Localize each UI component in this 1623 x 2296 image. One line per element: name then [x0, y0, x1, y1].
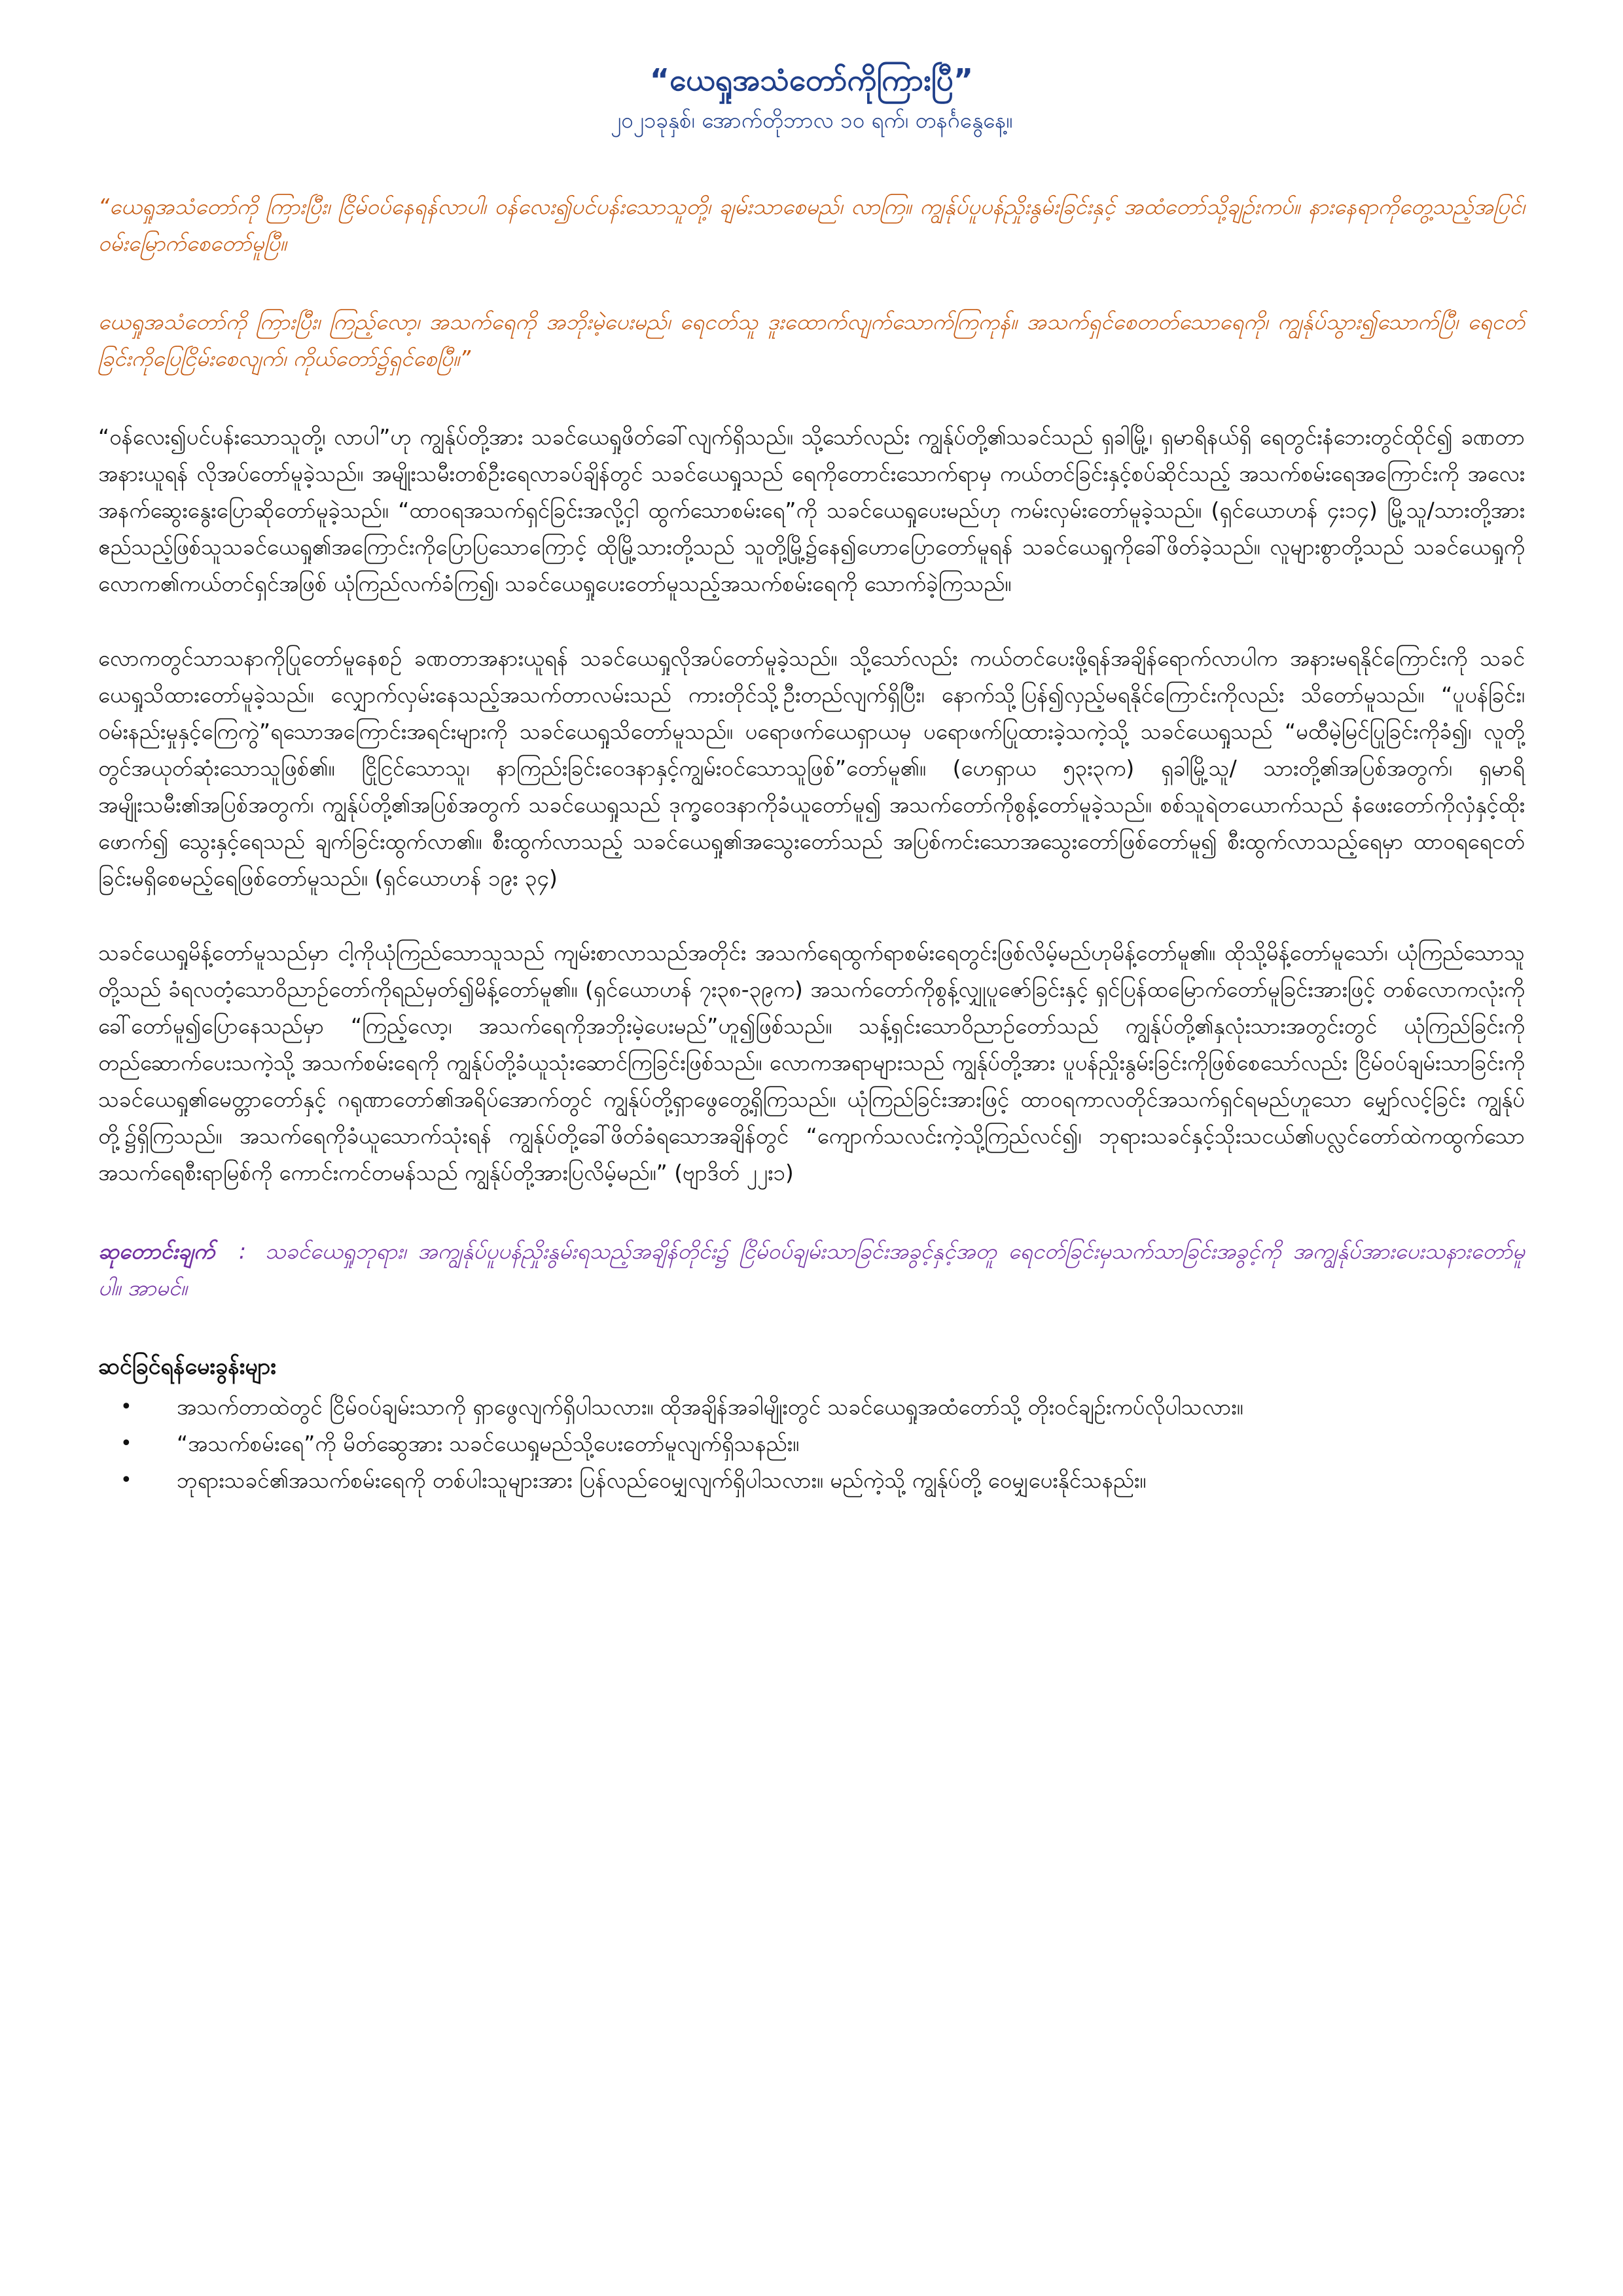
question-item [98, 1426, 1525, 1462]
question-text: “အသက်စမ်းရေ”ကို မိတ်ဆွေအား သခင်ယေရှုမည်သို့ပေးတော်မူလျက်ရှိသနည်း။ [177, 1431, 799, 1456]
body-paragraph-3: သခင်ယေရှုမိန့်တော်မူသည်မှာ ငါ့ကိုယုံကြည်သောသူသည် ကျမ်းစာလာသည်အတိုင်း အသက်ရေထွက်ရာစမ်းရေတွင်းဖြစ်လိမ့်မည်ဟုမိန့်တော်မူ၏။ ထိုသို့မိန့်တော်မူသော်၊ ယုံကြည်သောသူတို့သည် ခံရလတံ့သောဝိညာဉ်တော်ကိုရည်မှတ်၍မိန့်တော်မူ၏။ (ရှင်ယောဟန် ၇း၃၈-၃၉က) အသက်တော်ကိုစွန့်လျှုပူဇော်ခြင်းနှင့် ရှင်ပြန်ထမြောက်တော်မူခြင်းအားဖြင့် တစ်လောကလုံးကို ခေါ်တော်မူ၍ပြောနေသည်မှာ “ကြည့်လော့၊ အသက်ရေကိုအဘိုးမဲ့ပေးမည်”ဟူ၍ဖြစ်သည်။ သန့်ရှင်းသောဝိညာဉ်တော်သည် ကျွန်ုပ်တို့၏နှလုံးသားအတွင်းတွင် ယုံကြည်ခြင်းကိုတည်ဆောက်ပေးသကဲ့သို့ အသက်စမ်းရေကို ကျွန်ုပ်တို့ခံယူသုံးဆောင်ကြခြင်းဖြစ်သည်။ လောကအရာများသည် ကျွန်ုပ်တို့အား ပူပန်ညှိုးနွမ်းခြင်းကိုဖြစ်စေသော်လည်း ငြိမ်ဝပ်ချမ်းသာခြင်းကို သခင်ယေရှု၏မေတ္တာတော်နှင့် ဂရုဏာတော်၏အရိပ်အောက်တွင် ကျွန်ုပ်တို့ရှာဖွေတွေ့ရှိကြသည်။ ယုံကြည်ခြင်းအားဖြင့် ထာဝရကာလတိုင်အသက်ရှင်ရမည်ဟူသော မျှော်လင့်ခြင်း ကျွန်ုပ်တို့၌ရှိကြသည်။ အသက်ရေကိုခံယူသောက်သုံးရန် ကျွန်ုပ်တို့ခေါ်ဖိတ်ခံရသောအချိန်တွင် “ကျောက်သလင်းကဲ့သို့ကြည်လင်၍၊ ဘုရားသခင်နှင့်သိုးသငယ်၏ပလ္လင်တော်ထဲကထွက်သော အသက်ရေစီးရာမြစ်ကို ကောင်းကင်တမန်သည် ကျွန်ုပ်တို့အားပြလိမ့်မည်။” (ဗျာဒိတ် ၂၂း၁) [98, 940, 1525, 1185]
question-item [98, 1389, 1525, 1426]
questions-list [98, 1389, 1525, 1499]
body-paragraph-1: “ဝန်လေး၍ပင်ပန်းသောသူတို့၊ လာပါ”ဟု ကျွန်ုပ်တို့အား သခင်ယေရှုဖိတ်ခေါ်လျက်ရှိသည်။ သို့သော်လည်း ကျွန်ုပ်တို့၏သခင်သည် ရှခါမြို့၊ ရှမာရိနယ်ရှိ ရေတွင်းနံဘေးတွင်ထိုင်၍ ခဏတာအနားယူရန် လိုအပ်တော်မူခဲ့သည်။ အမျိုးသမီးတစ်ဦးရေလာခပ်ချိန်တွင် သခင်ယေရှုသည် ရေကိုတောင်းသောက်ရာမှ ကယ်တင်ခြင်းနှင့်စပ်ဆိုင်သည့် အသက်စမ်းရေအကြောင်းကို အလေးအနက်ဆွေးနွေးပြောဆိုတော်မူခဲ့သည်။ “ထာဝရအသက်ရှင်ခြင်းအလို့ငှါ ထွက်သောစမ်းရေ”ကို သခင်ယေရှုပေးမည်ဟု ကမ်းလှမ်းတော်မူခဲ့သည်။ (ရှင်ယောဟန် ၄း၁၄) မြို့သူ/သားတို့အား ဧည်သည့်ဖြစ်သူသခင်ယေရှု၏အကြောင်းကိုပြောပြသောကြောင့် ထိုမြို့သားတို့သည် သူတို့မြို့၌နေ၍ဟောပြောတော်မူရန် သခင်ယေရှုကိုခေါ်ဖိတ်ခဲ့သည်။ လူများစွာတို့သည် သခင်ယေရှုကို လောက၏ကယ်တင်ရှင်အဖြစ် ယုံကြည်လက်ခံကြ၍၊ သခင်ယေရှုပေးတော်မူသည့်အသက်စမ်းရေကို သောက်ခဲ့ကြသည်။ [98, 424, 1525, 596]
prayer-separator: : [239, 1238, 247, 1264]
devotional-page [98, 59, 1525, 1499]
hymn-verse-1: “ယေရှုအသံတော်ကို ကြားပြီး၊ ငြိမ်ဝပ်နေရန်လာပါ၊ ဝန်လေး၍ပင်ပန်းသောသူတို့၊ ချမ်းသာစေမည်၊ လာကြ။ ကျွန်ုပ်ပူပန်ညှိုးနွမ်းခြင်းနှင့် အထံတော်သို့ချဉ်းကပ်။ နားနေရာကိုတွေ့သည့်အပြင်၊ ဝမ်းမြောက်စေတော်မူပြီ။ [98, 194, 1525, 256]
question-text: အသက်တာထဲတွင် ငြိမ်ဝပ်ချမ်းသာကို ရှာဖွေလျက်ရှိပါသလား။ ထိုအချိန်အခါမျိုးတွင် သခင်ယေရှုအထံတော်သို့ တိုးဝင်ချဉ်းကပ်လိုပါသလား။ [177, 1394, 1243, 1420]
question-item [98, 1462, 1525, 1499]
questions-heading: ဆင်ခြင်ရန်မေးခွန်းများ [98, 1354, 276, 1380]
prayer-section [98, 1233, 1525, 1306]
bullet-icon: • [120, 1395, 132, 1418]
date-line: ၂၀၂၁ခုနှစ်၊ အောက်တိုဘာလ ၁၀ ရက်၊ တနင်္ဂနွေနေ့။ [610, 107, 1013, 133]
bullet-icon: • [120, 1432, 132, 1455]
body-paragraph-2: လောကတွင်သာသနာကိုပြုတော်မူနေစဉ် ခဏတာအနားယူရန် သခင်ယေရှုလိုအပ်တော်မူခဲ့သည်။ သို့သော်လည်း ကယ်တင်ပေးဖို့ရန်အချိန်ရောက်လာပါက အနားမရနိုင်ကြောင်းကို သခင်ယေရှုသိထားတော်မူခဲ့သည်။ လျှောက်လှမ်းနေသည့်အသက်တာလမ်းသည် ကားတိုင်သို့ဦးတည်လျက်ရှိပြီး၊ နောက်သို့ပြန်၍လှည့်မရနိုင်ကြောင်းကိုလည်း သိတော်မူသည်။ “ပူပန်ခြင်း၊ ဝမ်းနည်းမှုနှင့်ကြေကွဲ”ရသောအကြောင်းအရင်းများကို သခင်ယေရှုသိတော်မူသည်။ ပရောဖက်ယေရှာယမှ ပရောဖက်ပြုထားခဲ့သကဲ့သို့ သခင်ယေရှုသည် “မထီမဲ့မြင်ပြုခြင်းကိုခံ၍၊ လူတို့တွင်အယုတ်ဆုံးသောသူဖြစ်၏။ ငြိုငြင်သောသူ၊ နာကြည်းခြင်းဝေဒနာနှင့်ကျွမ်းဝင်သောသူဖြစ်”တော်မူ၏။ (ဟေရှာယ ၅၃း၃က) ရှခါမြို့သူ/ သားတို့၏အပြစ်အတွက်၊ ရှမာရိအမျိုးသမီး၏အပြစ်အတွက်၊ ကျွန်ုပ်တို့၏အပြစ်အတွက် သခင်ယေရှုသည် ဒုက္ခဝေဒနာကိုခံယူတော်မူ၍ အသက်တော်ကိုစွန့်တော်မူခဲ့သည်။ စစ်သူရဲတယောက်သည် နံဖေးတော်ကိုလှံနှင့်ထိုးဖောက်၍ သွေးနှင့်ရေသည် ချက်ခြင်းထွက်လာ၏။ စီးထွက်လာသည့် သခင်ယေရှု၏အသွေးတော်သည် အပြစ်ကင်းသောအသွေးတော်ဖြစ်တော်မူ၍ စီးထွက်လာသည့်ရေမှာ ထာဝရရေငတ်ခြင်းမရှိစေမည့်ရေဖြစ်တော်မူသည်။ (ရှင်ယောဟန် ၁၉း ၃၄) [98, 645, 1525, 891]
prayer-text: သခင်ယေရှုဘုရား၊ အကျွန်ုပ်ပူပန်ညှိုးနွမ်းရသည့်အချိန်တိုင်း၌ ငြိမ်ဝပ်ချမ်းသာခြင်းအခွင့်နှင့်အတူ ရေငတ်ခြင်းမှသက်သာခြင်းအခွင့်ကို အကျွန်ုပ်အားပေးသနားတော်မူပါ။ အာမင်။ [98, 1238, 1525, 1300]
prayer-label: ဆုတောင်းချက် [98, 1238, 215, 1264]
question-text: ဘုရားသခင်၏အသက်စမ်းရေကို တစ်ပါးသူများအား ပြန်လည်ဝေမျှလျက်ရှိပါသလား။ မည်ကဲ့သို့ ကျွန်ုပ်တို့ ဝေမျှပေးနိုင်သနည်း။ [177, 1467, 1147, 1493]
bullet-icon: • [120, 1469, 132, 1492]
page-title: “ယေရှုအသံတော်ကိုကြားပြီ” [649, 62, 974, 98]
hymn-verse-2: ယေရှုအသံတော်ကို ကြားပြီး၊ ကြည့်လော့၊ အသက်ရေကို အဘိုးမဲ့ပေးမည်၊ ရေငတ်သူ ဒူးထောက်လျက်သောက်ကြကုန်။ အသက်ရှင်စေတတ်သောရေကို၊ ကျွန်ုပ်သွား၍သောက်ပြီ၊ ရေငတ်ခြင်းကိုပြေငြိမ်းစေလျက်၊ ကိုယ်တော်၌ရှင်စေပြီ။” [98, 309, 1525, 371]
